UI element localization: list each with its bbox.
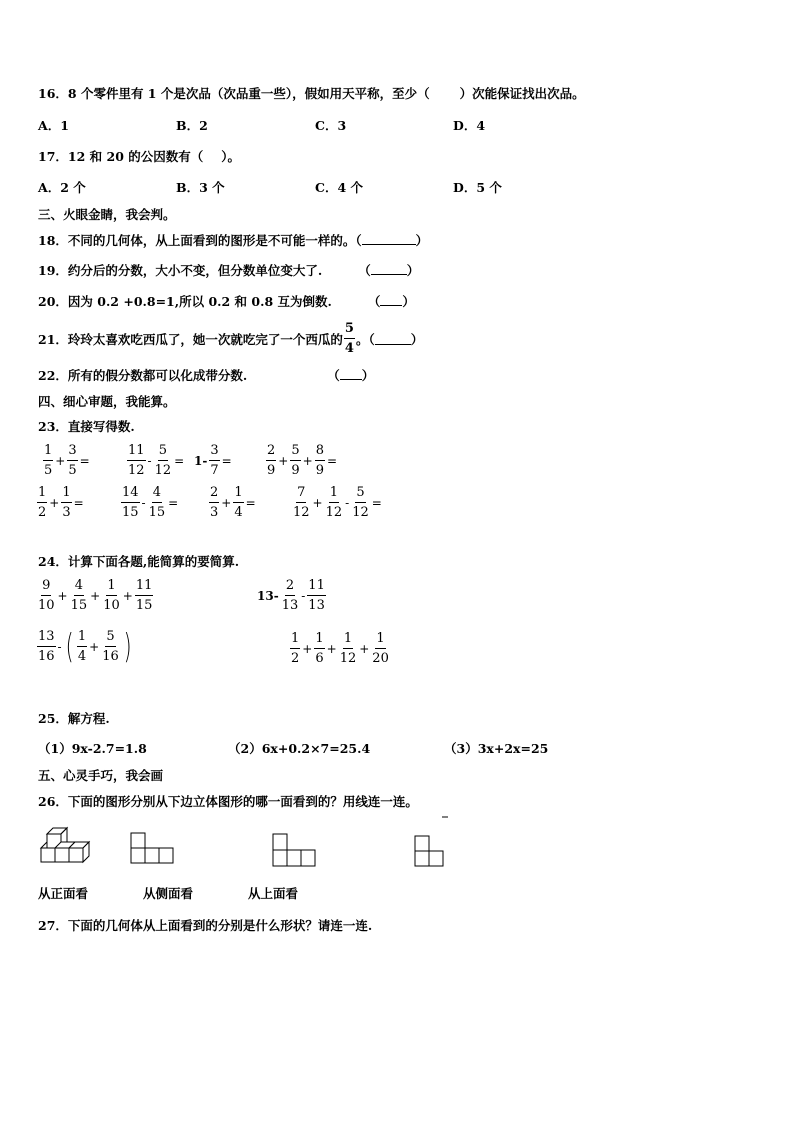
q23-expression-7: $\frac{2}{3}$ + $\frac{1}{4}$ = — [210, 485, 256, 520]
q19-answer-blank[interactable] — [371, 262, 407, 275]
q23-expression-5: $\frac{1}{2}$ + $\frac{1}{3}$ = — [38, 485, 84, 520]
q21-answer-blank[interactable] — [375, 332, 411, 345]
q26-side-view-figure — [414, 816, 450, 868]
q26-caption-side: 从侧面看 — [143, 886, 194, 901]
q16-option-d[interactable]: D．4 — [453, 118, 486, 133]
q22-text: 22．所有的假分数都可以化成带分数. （ ） — [38, 368, 375, 383]
q23-text: 23．直接写得数. — [38, 419, 135, 434]
section-4-heading: 四、细心审题，我能算。 — [38, 394, 176, 409]
q24-text: 24．计算下面各题,能简算的要简算. — [38, 554, 240, 569]
q24-expression-4: $\frac{1}{2}$ + $\frac{1}{6}$ + $\frac{1}{12}$ + $\frac{1}{20}$ — [291, 631, 389, 666]
q16-text: 16．8 个零件里有 1 个是次品（次品重一些），假如用天平称，至少（ ）次能保证找出次品。 — [38, 86, 585, 101]
q26-caption-front: 从正面看 — [38, 886, 89, 901]
q23-expression-3: 1- $\frac{3}{7}$ = — [194, 443, 232, 478]
q23-expression-8: $\frac{7}{12}$ + $\frac{1}{12}$ - $\frac{5}{12}$ = — [293, 485, 382, 520]
q26-front-view-figure — [130, 832, 180, 868]
q16-option-a[interactable]: A．1 — [38, 118, 69, 133]
q25-equation-3: （3）3x+2x=25 — [444, 741, 549, 756]
q24-expression-3: $\frac{13}{16}$ - ( $\frac{1}{4}$ + $\frac{5}{16}$ ) — [38, 626, 132, 667]
q17-option-b[interactable]: B．3 个 — [176, 180, 225, 195]
q26-text: 26．下面的图形分别从下边立体图形的哪一面看到的？用线连一连。 — [38, 794, 418, 809]
q25-equation-2: （2）6x+0.2×7=25.4 — [228, 741, 371, 756]
q26-3d-solid-figure — [38, 826, 102, 868]
q23-expression-4: $\frac{2}{9}$ + $\frac{5}{9}$ + $\frac{8}{9}$ = — [267, 443, 338, 478]
q25-equation-1: （1）9x-2.7=1.8 — [38, 741, 147, 756]
q26-caption-top: 从上面看 — [248, 886, 299, 901]
q17-text: 17．12 和 20 的公因数有（ ）。 — [38, 149, 241, 164]
q23-expression-6: $\frac{14}{15}$ - $\frac{4}{15}$ = — [122, 485, 179, 520]
q23-expression-1: $\frac{1}{5}$ + $\frac{3}{5}$ = — [44, 443, 90, 478]
q23-expression-2: $\frac{11}{12}$ - $\frac{5}{12}$ = — [128, 443, 185, 478]
q19-text: 19．约分后的分数，大小不变，但分数单位变大了. （ ） — [38, 263, 420, 278]
q20-answer-blank[interactable] — [380, 293, 402, 306]
q26-top-view-figure — [272, 833, 322, 869]
q25-text: 25．解方程. — [38, 711, 110, 726]
q27-text: 27．下面的几何体从上面看到的分别是什么形状？请连一连. — [38, 918, 373, 933]
q24-expression-2: 13- $\frac{2}{13}$ - $\frac{11}{13}$ — [257, 578, 325, 613]
q18-text: 18．不同的几何体，从上面看到的图形是不可能一样的。（ ） — [38, 233, 429, 248]
q16-option-c[interactable]: C．3 — [315, 118, 347, 133]
q20-text: 20．因为 0.2 +0.8=1,所以 0.2 和 0.8 互为倒数. （ ） — [38, 294, 415, 309]
section-5-heading: 五、心灵手巧，我会画 — [38, 768, 164, 783]
q18-answer-blank[interactable] — [362, 232, 416, 245]
q24-expression-1: $\frac{9}{10}$ + $\frac{4}{15}$ + $\frac{1}{10}$ + $\frac{11}{15}$ — [38, 578, 153, 613]
q17-option-c[interactable]: C．4 个 — [315, 180, 363, 195]
q16-option-b[interactable]: B．2 — [176, 118, 208, 133]
q22-answer-blank[interactable] — [340, 367, 362, 380]
q17-option-d[interactable]: D．5 个 — [453, 180, 502, 195]
q21-text: 21．玲玲太喜欢吃西瓜了，她一次就吃完了一个西瓜的 $\frac{5}{4}$ 。（ ） — [38, 321, 424, 356]
q21-fraction: $\frac{5}{4}$ — [344, 321, 354, 356]
q17-option-a[interactable]: A．2 个 — [38, 180, 86, 195]
section-3-heading: 三、火眼金睛，我会判。 — [38, 207, 176, 222]
